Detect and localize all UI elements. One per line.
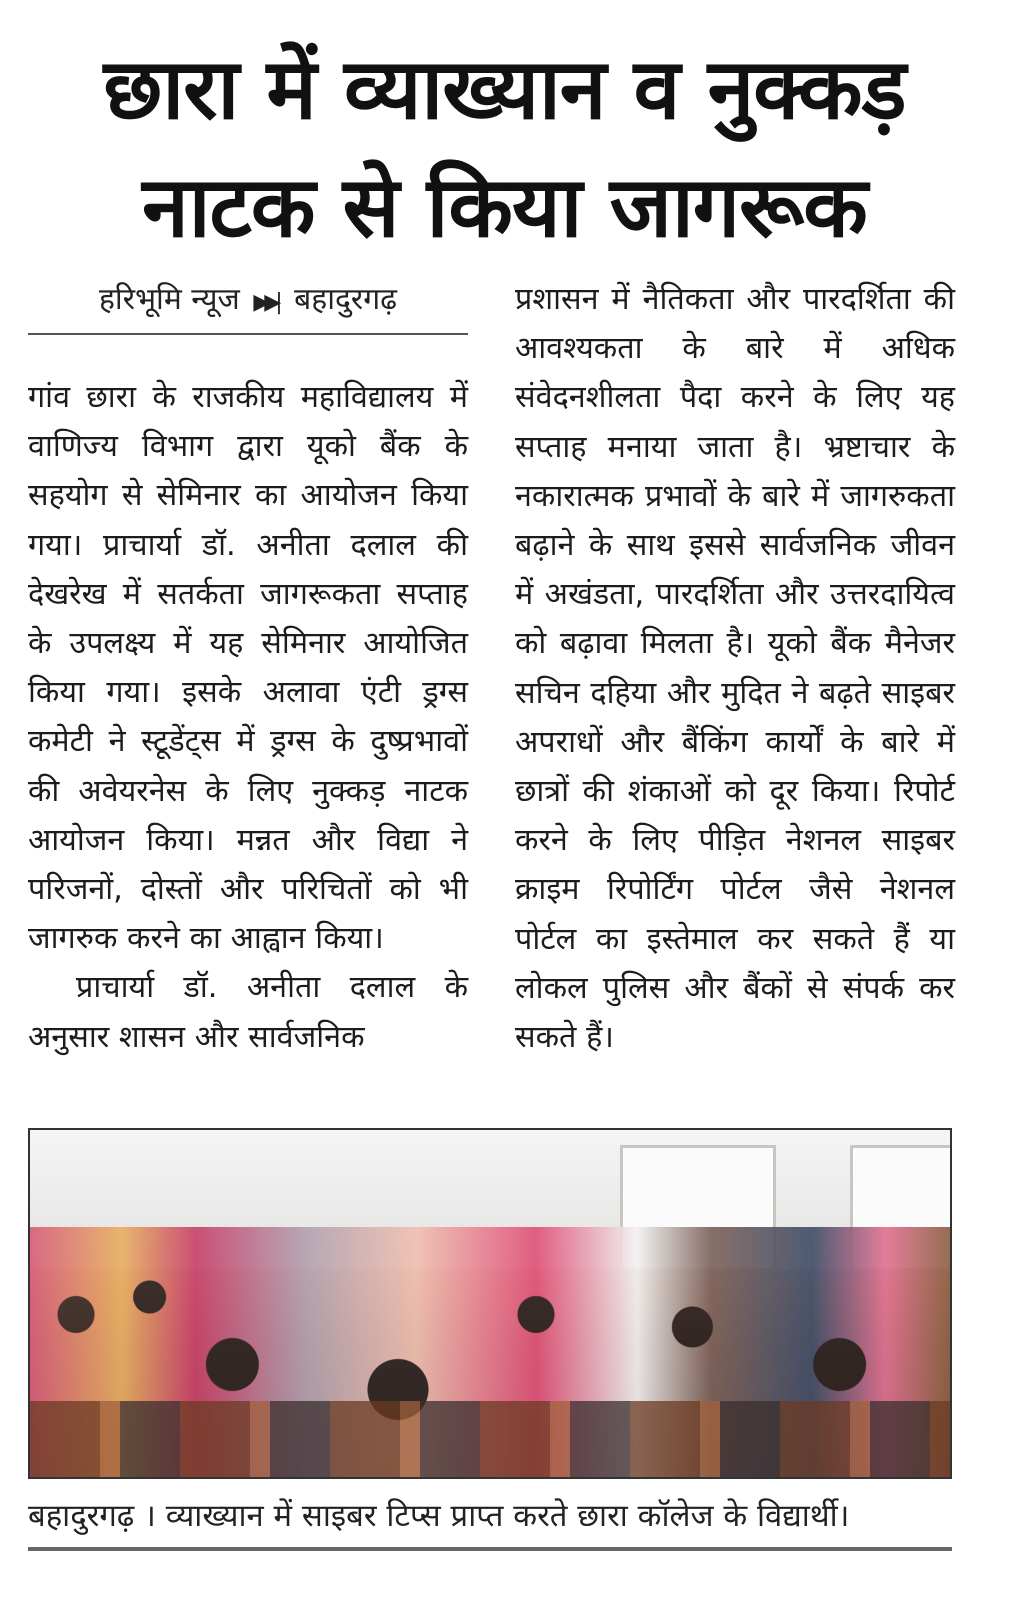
article-paragraph: प्रशासन में नैतिकता और पारदर्शिता की आवश्यकता के बारे में अधिक संवेदनशीलता पैदा करने के लिए यह सप्ताह मनाया जाता है। भ्रष्टाचार के नकारात्मक प्रभावों के बारे में जागरुकता बढ़ाने के साथ इससे सार्वजनिक जीवन में अखंडता, पारदर्शिता और उत्तरदायित्व को बढ़ावा मिलता है। यूको बैंक मैनेजर सचिन दहिया और मुदित ने बढ़ते साइबर अपराधों और बैंकिंग कार्यों के बारे में छात्रों की शंकाओं को दूर किया। रिपोर्ट करने के लिए पीड़ित नेशनल साइबर क्राइम रिपोर्टिंग पोर्टल जैसे नेशनल पोर्टल का इस्तेमाल कर सकते हैं या लोकल पुलिस और बैंकों से संपर्क कर सकते हैं। xyxy=(515,282,955,1056)
caption-separator: । xyxy=(144,1498,156,1534)
caption-place: बहादुरगढ़ xyxy=(28,1498,135,1534)
headline-line-2: नाटक से किया जागरूक xyxy=(142,158,867,256)
headline-line-1: छारा में व्याख्यान व नुक्कड़ xyxy=(103,40,906,138)
news-photo xyxy=(28,1128,952,1479)
article-paragraph: गांव छारा के राजकीय महाविद्यालय में वाणिज्य विभाग द्वारा यूको बैंक के सहयोग से सेमिनार का आयोजन किया गया। प्राचार्या डॉ. अनीता दलाल की देखरेख में सतर्कता जागरूकता सप्ताह के उपलक्ष्य में यह सेमिनार आयोजित किया गया। इसके अलावा एंटी ड्रग्स कमेटी ने स्टूडेंट्स में ड्रग्स के दुष्प्रभावों की अवेयरनेस के लिए नुक्कड़ नाटक आयोजन किया। मन्नत और विद्या ने परिजनों, दोस्तों और परिचितों को भी जागरुक करने का आह्वान किया। xyxy=(28,380,468,957)
photo-caption xyxy=(28,1495,952,1537)
headline xyxy=(0,30,1009,266)
article-column-left xyxy=(28,373,468,1062)
dateline-divider xyxy=(28,333,468,335)
article-paragraph: प्राचार्या डॉ. अनीता दलाल के अनुसार शासन और सार्वजनिक xyxy=(28,970,468,1055)
caption-divider xyxy=(28,1547,952,1551)
article-column-right xyxy=(515,275,955,1062)
caption-text: व्याख्यान में साइबर टिप्स प्राप्त करते छारा कॉलेज के विद्यार्थी। xyxy=(165,1498,850,1534)
news-source: हरिभूमि न्यूज xyxy=(99,282,240,317)
dateline xyxy=(28,280,468,323)
dateline-place: बहादुरगढ़ xyxy=(294,282,397,317)
double-arrow-icon: ▶▶| xyxy=(253,290,277,315)
photo-desks xyxy=(30,1401,950,1477)
